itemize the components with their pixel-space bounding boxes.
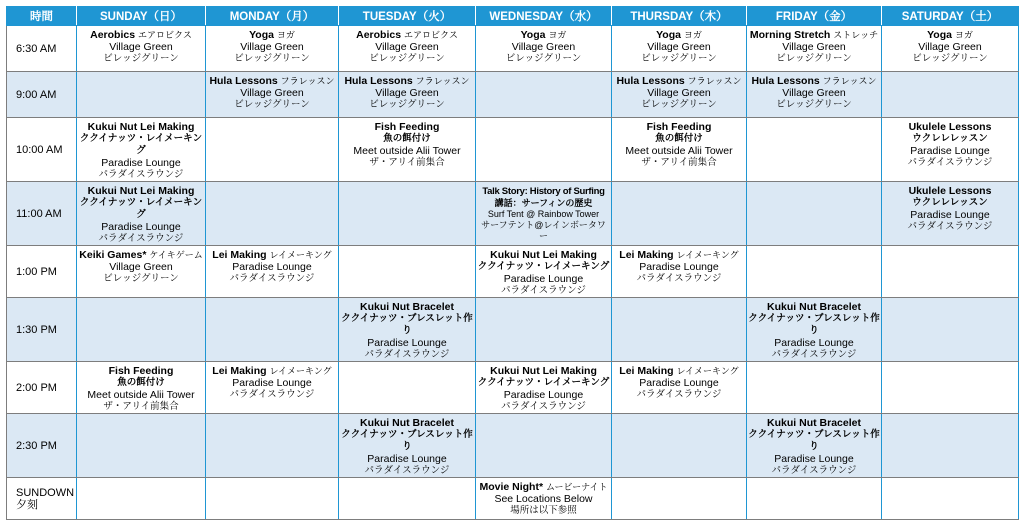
activity-title: Keiki Games* xyxy=(79,249,147,261)
activity-location-ja: 場所は以下参照 xyxy=(510,505,577,516)
activity-cell xyxy=(612,118,747,182)
activity-title: Kukui Nut Bracelet xyxy=(360,417,454,429)
activity-location: Village Green xyxy=(782,41,846,53)
activity-title: Kukui Nut Bracelet xyxy=(767,417,861,429)
activity-title: Fish Feeding xyxy=(108,365,174,377)
activity-cell xyxy=(476,26,612,72)
activity-entry xyxy=(340,118,474,169)
activity-title: Lei Making xyxy=(619,249,674,261)
activity-cell xyxy=(339,478,476,520)
activity-location: Village Green xyxy=(240,41,304,53)
activity-cell xyxy=(882,414,1019,478)
activity-location-ja: パラダイスラウンジ xyxy=(636,389,722,400)
activity-title: Talk Story: History of Surfing xyxy=(482,186,605,197)
activity-entry xyxy=(748,26,880,65)
time-label: 9:00 AM xyxy=(16,88,57,101)
time-cell xyxy=(7,118,77,182)
activity-location-ja: ビレッジグリーン xyxy=(103,273,179,284)
activity-entry xyxy=(613,246,745,285)
activity-title-ja: ストレッチ xyxy=(833,30,879,40)
activity-entry xyxy=(78,362,204,413)
activity-title: Yoga xyxy=(249,29,274,41)
activity-location: Paradise Lounge xyxy=(101,157,181,169)
time-label: SUNDOWN xyxy=(16,486,75,499)
activity-location: Paradise Lounge xyxy=(101,221,181,233)
activity-cell xyxy=(206,182,339,246)
activity-title: Hula Lessons xyxy=(209,75,278,87)
activity-location-ja: パラダイスラウンジ xyxy=(364,349,450,360)
time-cell xyxy=(7,182,77,246)
activity-location-ja: ビレッジグリーン xyxy=(776,99,852,110)
activity-entry xyxy=(883,182,1017,233)
activity-entry xyxy=(613,362,745,401)
activity-location-ja: パラダイスラウンジ xyxy=(98,233,184,244)
activity-location-ja: ビレッジグリーン xyxy=(641,53,717,64)
activity-cell xyxy=(612,246,747,298)
activity-cell xyxy=(339,26,476,72)
activity-location-ja: パラダイスラウンジ xyxy=(501,285,586,296)
activity-title-ja: レイメーキング xyxy=(676,366,739,376)
activity-cell xyxy=(77,298,206,362)
activity-cell xyxy=(339,414,476,478)
activity-location: Meet outside Alii Tower xyxy=(625,145,733,157)
time-label: 2:30 PM xyxy=(16,439,57,452)
header-wednesday: WEDNESDAY（水） xyxy=(476,7,612,26)
activity-cell xyxy=(77,478,206,520)
activity-title-ja: ヨガ xyxy=(276,30,295,40)
activity-cell xyxy=(882,246,1019,298)
activity-entry xyxy=(340,72,474,111)
activity-cell xyxy=(612,72,747,118)
activity-entry xyxy=(477,362,610,413)
activity-title-ja: ククイナッツ・ブレスレット作り xyxy=(748,429,880,452)
activity-title: Kukui Nut Bracelet xyxy=(767,301,861,313)
activity-title: Kukui Nut Lei Making xyxy=(490,249,597,261)
activity-entry xyxy=(78,246,204,285)
activity-cell xyxy=(612,298,747,362)
activity-location-ja: ビレッジグリーン xyxy=(234,99,310,110)
activity-location: Paradise Lounge xyxy=(910,145,990,157)
time-cell xyxy=(7,414,77,478)
activity-location: Village Green xyxy=(782,87,846,99)
activity-cell xyxy=(206,246,339,298)
activity-location: Paradise Lounge xyxy=(910,209,990,221)
activity-title-ja: レイメーキング xyxy=(269,366,332,376)
activity-cell xyxy=(747,478,882,520)
activity-cell xyxy=(612,362,747,414)
activity-location: Meet outside Alii Tower xyxy=(353,145,461,157)
activity-entry xyxy=(207,362,337,401)
activity-cell xyxy=(206,72,339,118)
time-label: 1:00 PM xyxy=(16,265,57,278)
activity-title-ja: フラレッスン xyxy=(822,76,877,86)
activity-title: Kukui Nut Lei Making xyxy=(490,365,597,377)
activity-cell xyxy=(476,298,612,362)
activity-cell xyxy=(476,414,612,478)
time-cell xyxy=(7,478,77,520)
activity-entry xyxy=(883,26,1017,65)
activity-cell xyxy=(747,246,882,298)
activity-location-ja: ビレッジグリーン xyxy=(234,53,310,64)
activity-cell xyxy=(206,118,339,182)
activity-title: Ukulele Lessons xyxy=(908,121,992,133)
activity-entry xyxy=(477,26,610,65)
activity-entry xyxy=(748,414,880,477)
activity-title: Hula Lessons xyxy=(751,75,820,87)
schedule-row xyxy=(7,72,1019,118)
activity-title-ja: 魚の餌付け xyxy=(655,133,703,144)
schedule-row xyxy=(7,182,1019,246)
activity-title-ja: ククイナッツ・レイメーキング xyxy=(79,133,203,156)
activity-location: Surf Tent @ Rainbow Tower xyxy=(487,209,600,219)
activity-location: Paradise Lounge xyxy=(232,377,312,389)
activity-title-ja: 魚の餌付け xyxy=(383,133,431,144)
activity-title: Lei Making xyxy=(212,249,267,261)
activity-location-ja: パラダイスラウンジ xyxy=(636,273,722,284)
activity-title: Ukulele Lessons xyxy=(908,185,992,197)
activity-cell xyxy=(339,72,476,118)
activity-title: Fish Feeding xyxy=(374,121,440,133)
activity-cell xyxy=(882,298,1019,362)
activity-location: Village Green xyxy=(375,87,439,99)
activity-title-ja: フラレッスン xyxy=(415,76,470,86)
activity-cell xyxy=(206,478,339,520)
activity-location-ja: パラダイスラウンジ xyxy=(771,349,857,360)
activity-cell xyxy=(476,362,612,414)
activity-title-ja: フラレッスン xyxy=(280,76,335,86)
activity-cell xyxy=(476,118,612,182)
activity-location: Paradise Lounge xyxy=(367,453,447,465)
activity-title-ja: ウクレレレッスン xyxy=(912,197,988,208)
activity-cell xyxy=(339,182,476,246)
header-row xyxy=(7,7,1019,26)
activity-title-ja: ムービーナイト xyxy=(545,482,608,492)
activity-cell xyxy=(747,298,882,362)
activity-title-ja: エアロビクス xyxy=(403,30,458,40)
activity-title-ja: ククイナッツ・ブレスレット作り xyxy=(341,313,473,336)
activity-entry xyxy=(613,26,745,65)
activity-title: Morning Stretch xyxy=(749,29,831,41)
activity-title: Aerobics xyxy=(356,29,402,41)
activity-location-ja: パラダイスラウンジ xyxy=(501,401,586,412)
header-friday: FRIDAY（金） xyxy=(747,7,882,26)
activity-location: See Locations Below xyxy=(494,493,593,505)
activity-location-ja: ビレッジグリーン xyxy=(912,53,988,64)
activity-entry xyxy=(748,298,880,361)
time-cell xyxy=(7,362,77,414)
schedule-row xyxy=(7,246,1019,298)
activity-entry xyxy=(207,72,337,111)
activity-entry xyxy=(207,26,337,65)
activity-location-ja: ビレッジグリーン xyxy=(369,99,445,110)
activity-location-ja: ザ・アリイ前集合 xyxy=(103,401,179,412)
activity-location: Village Green xyxy=(918,41,982,53)
activity-title: Yoga xyxy=(927,29,952,41)
activity-cell xyxy=(476,182,612,246)
activity-cell xyxy=(77,246,206,298)
activity-location-ja: ビレッジグリーン xyxy=(103,53,179,64)
activity-location: Village Green xyxy=(647,87,711,99)
time-label: 1:30 PM xyxy=(16,323,57,336)
activity-cell xyxy=(612,478,747,520)
activity-cell xyxy=(612,414,747,478)
activity-title-ja: ククイナッツ・ブレスレット作り xyxy=(341,429,473,452)
activity-location: Paradise Lounge xyxy=(503,273,584,285)
activity-entry xyxy=(207,246,337,285)
activity-title: Lei Making xyxy=(212,365,267,377)
time-label: 6:30 AM xyxy=(16,42,57,55)
activity-cell xyxy=(747,26,882,72)
activity-location: Paradise Lounge xyxy=(367,337,447,349)
activity-location-ja: ザ・アリイ前集合 xyxy=(641,157,717,168)
activity-cell xyxy=(882,182,1019,246)
activity-title-ja: ククイナッツ・ブレスレット作り xyxy=(748,313,880,336)
header-tuesday: TUESDAY（火） xyxy=(339,7,476,26)
activity-location: Village Green xyxy=(647,41,711,53)
activity-location: Village Green xyxy=(511,41,576,53)
activity-cell xyxy=(747,72,882,118)
activity-location-ja: パラダイスラウンジ xyxy=(907,221,993,232)
header-sunday: SUNDAY（日） xyxy=(77,7,206,26)
activity-cell xyxy=(882,72,1019,118)
schedule-table xyxy=(6,6,1019,520)
activity-entry xyxy=(613,72,745,111)
activity-title-ja: ケイキゲーム xyxy=(149,250,203,260)
activity-cell xyxy=(77,72,206,118)
schedule-row xyxy=(7,362,1019,414)
activity-title: Kukui Nut Bracelet xyxy=(360,301,454,313)
activity-entry xyxy=(477,246,610,297)
activity-cell xyxy=(747,182,882,246)
activity-title: Aerobics xyxy=(90,29,136,41)
schedule-row xyxy=(7,478,1019,520)
activity-cell xyxy=(339,118,476,182)
activity-entry xyxy=(340,414,474,477)
schedule-row xyxy=(7,414,1019,478)
activity-title: Lei Making xyxy=(619,365,674,377)
header-saturday: SATURDAY（土） xyxy=(882,7,1019,26)
activity-location-ja: ビレッジグリーン xyxy=(641,99,717,110)
time-cell xyxy=(7,246,77,298)
activity-entry xyxy=(883,118,1017,169)
activity-location-ja: ビレッジグリーン xyxy=(776,53,852,64)
activity-location: Village Green xyxy=(109,41,173,53)
activity-title: Movie Night* xyxy=(479,481,544,493)
activity-location: Paradise Lounge xyxy=(503,389,584,401)
activity-cell xyxy=(206,362,339,414)
activity-cell xyxy=(77,182,206,246)
activity-title-ja: ククイナッツ・レイメーキング xyxy=(477,377,610,388)
activity-cell xyxy=(612,26,747,72)
time-cell xyxy=(7,26,77,72)
activity-cell xyxy=(882,478,1019,520)
activity-title-ja: ヨガ xyxy=(548,30,567,40)
activity-title-ja: ウクレレレッスン xyxy=(912,133,988,144)
activity-cell xyxy=(882,26,1019,72)
activity-title-ja: ククイナッツ・レイメーキング xyxy=(79,197,203,220)
activity-location-ja: パラダイスラウンジ xyxy=(229,273,315,284)
activity-cell xyxy=(206,414,339,478)
activity-title-ja: レイメーキング xyxy=(676,250,739,260)
activity-title: Hula Lessons xyxy=(616,75,685,87)
activity-title: Fish Feeding xyxy=(646,121,712,133)
activity-location-ja: パラダイスラウンジ xyxy=(98,169,184,180)
activity-cell xyxy=(206,26,339,72)
activity-cell xyxy=(612,182,747,246)
activity-entry xyxy=(748,72,880,111)
activity-title: Yoga xyxy=(520,29,546,41)
activity-location-ja: ザ・アリイ前集合 xyxy=(369,157,445,168)
activity-entry xyxy=(340,26,474,65)
activity-cell xyxy=(882,118,1019,182)
activity-location-ja: パラダイスラウンジ xyxy=(229,389,315,400)
header-time: 時間 xyxy=(7,7,77,26)
activity-cell xyxy=(339,298,476,362)
schedule-row xyxy=(7,118,1019,182)
activity-title-ja: ククイナッツ・レイメーキング xyxy=(477,261,610,272)
activity-location-ja: サーフテント@レインボータワー xyxy=(481,220,606,241)
activity-title-ja: ヨガ xyxy=(683,30,702,40)
activity-entry xyxy=(78,182,204,245)
activity-location: Village Green xyxy=(240,87,304,99)
activity-cell xyxy=(77,362,206,414)
activity-cell xyxy=(339,246,476,298)
activity-entry xyxy=(477,478,610,517)
activity-location: Paradise Lounge xyxy=(774,337,854,349)
activity-location: Village Green xyxy=(375,41,439,53)
activity-cell xyxy=(206,298,339,362)
activity-entry xyxy=(613,118,745,169)
activity-title-ja: エアロビクス xyxy=(137,30,192,40)
activity-title: Hula Lessons xyxy=(344,75,413,87)
activity-location-ja: パラダイスラウンジ xyxy=(907,157,993,168)
activity-title-ja: レイメーキング xyxy=(269,250,332,260)
schedule-row xyxy=(7,26,1019,72)
activity-title: Kukui Nut Lei Making xyxy=(87,121,195,133)
activity-title-ja: 講話：サーフィンの歴史 xyxy=(494,198,593,208)
activity-entry xyxy=(78,118,204,181)
activity-location-ja: パラダイスラウンジ xyxy=(364,465,450,476)
activity-location-ja: パラダイスラウンジ xyxy=(771,465,857,476)
time-label: 10:00 AM xyxy=(16,143,63,156)
activity-location: Paradise Lounge xyxy=(639,261,719,273)
schedule-row xyxy=(7,298,1019,362)
activity-location-ja: ビレッジグリーン xyxy=(505,53,582,64)
activity-location: Paradise Lounge xyxy=(639,377,719,389)
activity-cell xyxy=(339,362,476,414)
activity-location: Village Green xyxy=(109,261,173,273)
activity-title-ja: 魚の餌付け xyxy=(117,377,165,388)
time-label: 2:00 PM xyxy=(16,381,57,394)
activity-cell xyxy=(77,414,206,478)
activity-cell xyxy=(77,26,206,72)
time-cell xyxy=(7,72,77,118)
activity-cell xyxy=(476,478,612,520)
activity-location: Paradise Lounge xyxy=(232,261,312,273)
time-cell xyxy=(7,298,77,362)
time-label: 11:00 AM xyxy=(16,207,62,220)
activity-title: Yoga xyxy=(656,29,681,41)
header-monday: MONDAY（月） xyxy=(206,7,339,26)
activity-entry xyxy=(477,182,610,242)
activity-cell xyxy=(77,118,206,182)
activity-cell xyxy=(747,414,882,478)
activity-title-ja: ヨガ xyxy=(954,30,973,40)
activity-cell xyxy=(747,362,882,414)
header-thursday: THURSDAY（木） xyxy=(612,7,747,26)
activity-entry xyxy=(340,298,474,361)
activity-title-ja: フラレッスン xyxy=(687,76,742,86)
activity-cell xyxy=(476,246,612,298)
time-label-ja: 夕刻 xyxy=(16,498,38,511)
activity-cell xyxy=(476,72,612,118)
activity-location: Meet outside Alii Tower xyxy=(87,389,195,401)
activity-location: Paradise Lounge xyxy=(774,453,854,465)
activity-cell xyxy=(882,362,1019,414)
activity-cell xyxy=(747,118,882,182)
activity-location-ja: ビレッジグリーン xyxy=(369,53,445,64)
activity-title: Kukui Nut Lei Making xyxy=(87,185,195,197)
activity-entry xyxy=(78,26,204,65)
activity-schedule xyxy=(6,6,1018,516)
